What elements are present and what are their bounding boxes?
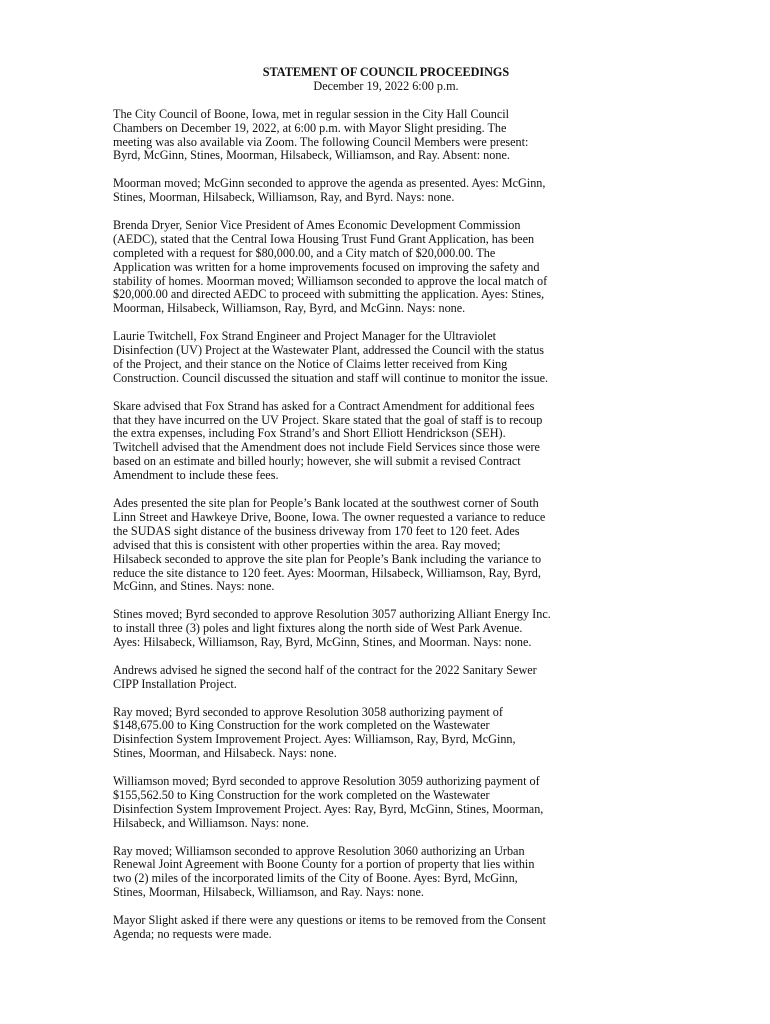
paragraph-resolution-3060: Ray moved; Williamson seconded to approve Resolution 3060 authorizing an Urban Renewal Joint Agreement with Boone County for a portion of property that lies within two (2) miles of the incorporated limits of the City of Boone. Ayes: Byrd, McGinn, Stines, Moorman, Hilsabeck, Williamson, and Ray. Nays: none. bbox=[113, 843, 535, 900]
document-body bbox=[113, 66, 659, 956]
document-title: STATEMENT OF COUNCIL PROCEEDINGS bbox=[262, 65, 510, 79]
paragraph-sanitary-sewer-contract: Andrews advised he signed the second half of the contract for the 2022 Sanitary Sewer CIPP Installation Project. bbox=[113, 662, 537, 691]
paragraph-contract-amendment: Skare advised that Fox Strand has asked for a Contract Amendment for additional fees that they have incurred on the UV Project. Skare stated that the goal of staff is to recoup the extra expenses, including Fox Strand’s and Short Elliott Hendrickson (SEH). Twitchell advised that the Amendment does not include Field Services since those were based on an estimate and billed hourly; however, she will submit a revised Contract Amendment to include these fees. bbox=[113, 398, 543, 483]
paragraph-uv-project-status: Laurie Twitchell, Fox Strand Engineer and Project Manager for the Ultraviolet Disinfection (UV) Project at the Wastewater Plant, addressed the Council with the status of the Project, and their stance on the Notice of Claims letter received from King Construction. Council discussed the situation and staff will continue to monitor the issue. bbox=[113, 329, 549, 385]
paragraph-agenda-approval: Moorman moved; McGinn seconded to approve the agenda as presented. Ayes: McGinn, Stines, Moorman, Hilsabeck, Williamson, Ray, and Byrd. Nays: none. bbox=[113, 176, 546, 205]
paragraph-housing-trust-fund: Brenda Dryer, Senior Vice President of Ames Economic Development Commission (AEDC), stated that the Central Iowa Housing Trust Fund Grant Application, has been completed with a request for $80,000.00, and a City match of $20,000.00. The Application was written for a home improvements focused on improving the safety and stability of homes. Moorman moved; Williamson seconded to approve the local match of $20,000.00 and directed AEDC to proceed with submitting the application. Ayes: Stines, Moorman, Hilsabeck, Williamson, Ray, Byrd, and McGinn. Nays: none. bbox=[113, 217, 548, 316]
paragraph-resolution-3057: Stines moved; Byrd seconded to approve Resolution 3057 authorizing Alliant Energy Inc. to install three (3) poles and light fixtures along the north side of West Park Avenue. Ayes: Hilsabeck, Williamson, Ray, Byrd, McGinn, Stines, and Moorman. Nays: none. bbox=[113, 607, 551, 650]
meeting-date: December 19, 2022 6:00 p.m. bbox=[313, 78, 459, 93]
paragraph-resolution-3059: Williamson moved; Byrd seconded to approve Resolution 3059 authorizing payment of $155,562.50 to King Construction for the work completed on the Wastewater Disinfection System Improvement Project. Ayes: Ray, Byrd, McGinn, Stines, Moorman, Hilsabeck, and Williamson. Nays: none. bbox=[113, 774, 544, 830]
paragraph-resolution-3058: Ray moved; Byrd seconded to approve Resolution 3058 authorizing payment of $148,675.00 to King Construction for the work completed on the Wastewater Disinfection System Improvement Project. Ayes: Williamson, Ray, Byrd, McGinn, Stines, Moorman, and Hilsabeck. Nays: none. bbox=[113, 704, 516, 761]
paragraph-consent-agenda: Mayor Slight asked if there were any questions or items to be removed from the Consent Agenda; no requests were made. bbox=[113, 913, 546, 941]
paragraph-peoples-bank-site-plan: Ades presented the site plan for People’s Bank located at the southwest corner of South Linn Street and Hawkeye Drive, Boone, Iowa. The owner requested a variance to reduce the SUDAS sight distance of the business driveway from 170 feet to 120 feet. Ades advised that this is consistent with other properties within the area. Ray moved; Hilsabeck seconded to approve the site plan for People’s Bank including the variance to reduce the site distance to 120 feet. Ayes: Moorman, Hilsabeck, Williamson, Ray, Byrd, McGinn, and Stines. Nays: none. bbox=[113, 496, 546, 594]
paragraph-session-opening: The City Council of Boone, Iowa, met in regular session in the City Hall Council Chambers on December 19, 2022, at 6:00 p.m. with Mayor Slight presiding. The meeting was also available via Zoom. The following Council Members were present: Byrd, McGinn, Stines, Moorman, Hilsabeck, Williamson, and Ray. Absent: none. bbox=[113, 106, 529, 163]
